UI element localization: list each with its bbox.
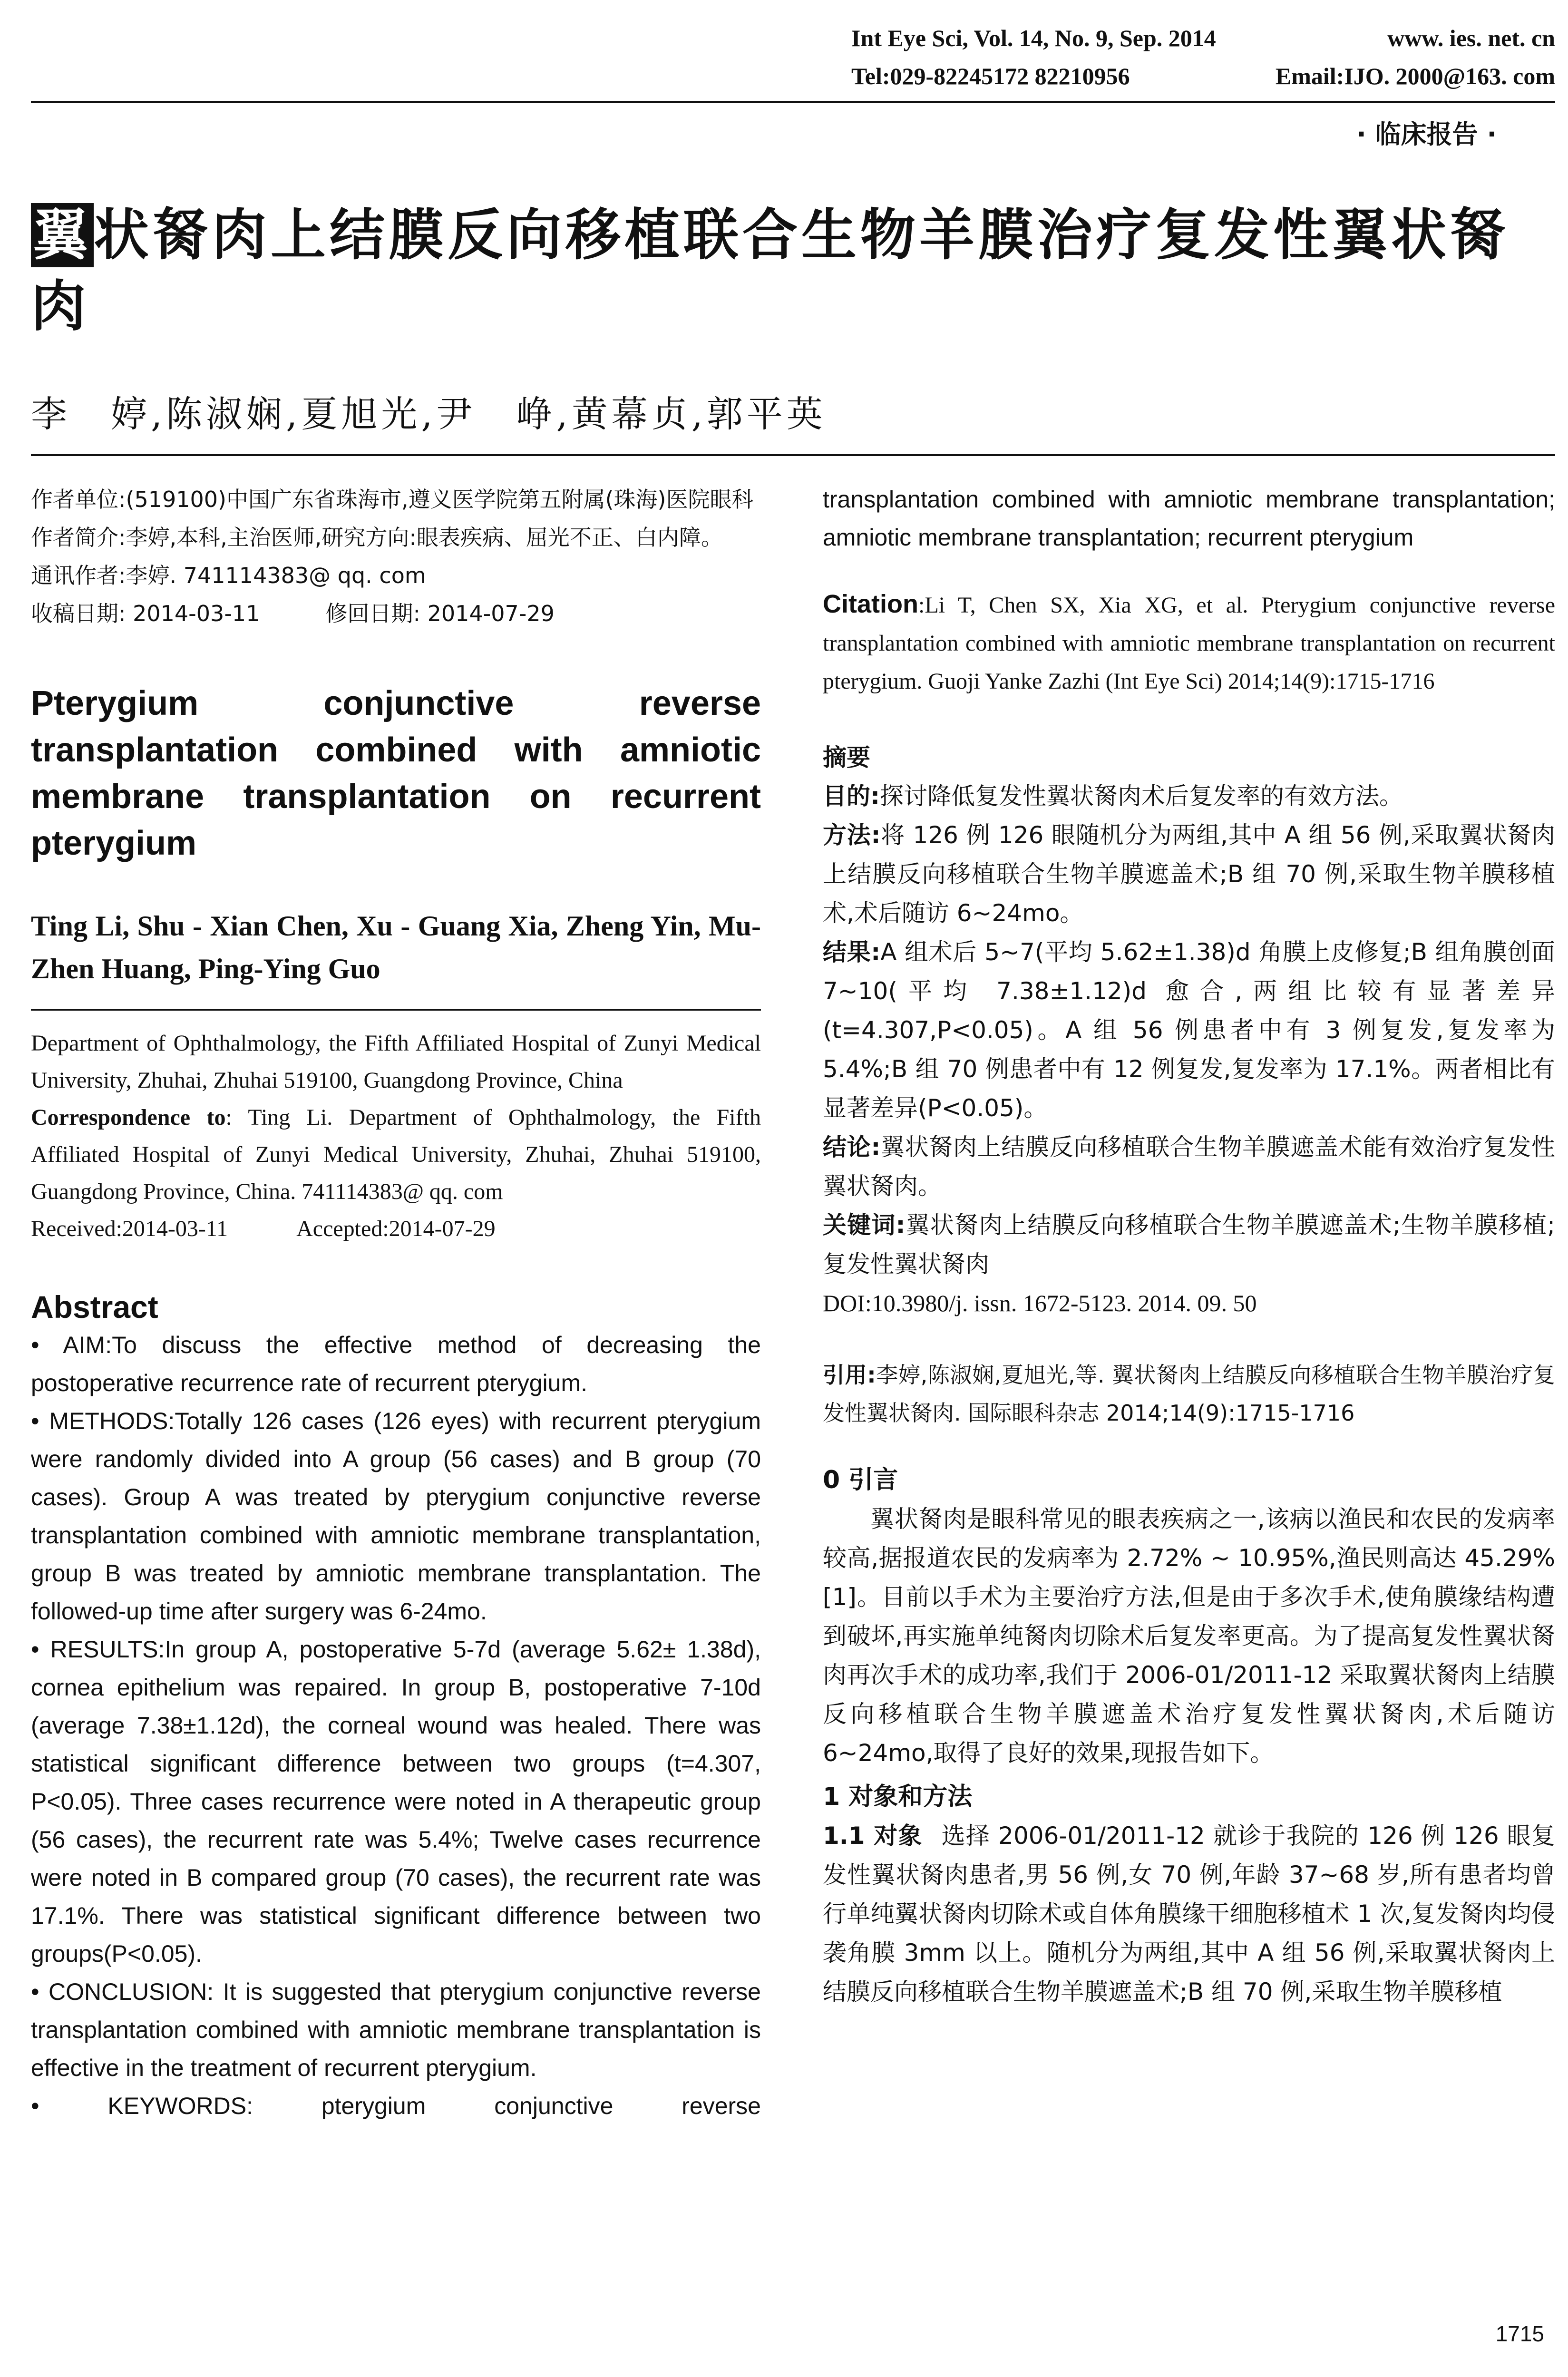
- page-number: 1715: [1495, 2321, 1544, 2346]
- abstract-cn-conclusion: [823, 1128, 1555, 1206]
- abstract-results: • RESULTS:In group A, postoperative 5-7d (average 5.62± 1.38d), cornea epithelium was repaired. In group B, postoperative 7-10d (average 7.38±1.12d), the corneal wound was healed. There was statistical significant difference between two groups (t=4.307, P<0.05). Three cases recurrence were noted in A therapeutic group (56 cases), the recurrent rate was 5.4%; Twelve cases recurrence were noted in B compared group (70 cases), the recurrent rate was 17.1%. There was statistical significant difference between two groups(P<0.05).: [31, 1636, 761, 1967]
- citation-cn: [823, 1356, 1555, 1432]
- abstract-cn-doi[interactable]: DOI:10.3980/j. issn. 1672-5123. 2014. 09. 50: [823, 1290, 1257, 1316]
- keywords-label: 关键词:: [823, 1211, 906, 1239]
- methods-label: 方法:: [823, 821, 881, 849]
- article-title: [31, 200, 1562, 342]
- intro-heading: 0 引言: [823, 1466, 898, 1494]
- title-rest: 状胬肉上结膜反向移植联合生物羊膜治疗复发性翼状胬肉: [31, 203, 1509, 339]
- abstract-cn-heading: 摘要: [823, 744, 870, 771]
- header-divider: [31, 101, 1555, 103]
- english-affiliation: [31, 1025, 761, 1247]
- abstract-aim: • AIM:To discuss the effective method of decreasing the postoperative recurrence rate of recurrent pterygium.: [31, 1332, 761, 1396]
- results-text: A 组术后 5~7(平均 5.62±1.38)d 角膜上皮修复;B 组角膜创面 7~10(平均 7.38±1.12)d 愈合,两组比较有显著差异(t=4.307,P<0.05)。A 组 56 例患者中有 3 例复发,复发率为 5.4%;B 组 70 例患者中有 12 例复发,复发率为 17.1%。两者相比有显著差异(P<0.05)。: [823, 938, 1555, 1122]
- citation: [823, 585, 1555, 701]
- abstract-conclusion: • CONCLUSION: It is suggested that pterygium conjunctive reverse transplantation combined with amniotic membrane transplantation is effective in the treatment of recurrent pterygium.: [31, 1978, 761, 2081]
- methods-paragraph: [823, 1816, 1555, 2011]
- methods-text: 选择 2006-01/2011-12 就诊于我院的 126 例 126 眼复发性翼状胬肉患者,男 56 例,女 70 例,年龄 37~68 岁,所有患者均曾行单纯翼状胬肉切除术或自体角膜缘干细胞移植术 1 次,复发胬肉均侵袭角膜 3mm 以上。随机分为两组,其中 A 组 56 例,采取翼状胬肉上结膜反向移植联合生物羊膜遮盖术;B 组 70 例,采取生物羊膜移植: [823, 1822, 1555, 2006]
- abstract-body: [31, 1326, 761, 2125]
- abstract-cn-results: [823, 933, 1555, 1128]
- title-divider: [31, 454, 1555, 456]
- authors-cn: 李 婷,陈淑娴,夏旭光,尹 峥,黄幕贞,郭平英: [31, 393, 827, 435]
- abstract-cn-aim: [823, 777, 1555, 816]
- abstract-cn-methods: [823, 816, 1555, 933]
- english-department: Department of Ophthalmology, the Fifth Affiliated Hospital of Zunyi Medical University, Zhuhai, Zhuhai 519100, Guangdong Province, China: [31, 1031, 761, 1093]
- results-label: 结果:: [823, 938, 881, 966]
- journal-tel: Tel:029-82245172 82210956: [851, 63, 1130, 89]
- journal-website[interactable]: www. ies. net. cn: [1387, 25, 1555, 51]
- affiliation-dates: 收稿日期: 2014-03-11 修回日期: 2014-07-29: [31, 601, 555, 626]
- keywords-text: 翼状胬肉上结膜反向移植联合生物羊膜遮盖术;生物羊膜移植;复发性翼状胬肉: [823, 1211, 1555, 1278]
- affiliation-correspondence: 通讯作者:李婷. 741114383@ qq. com: [31, 563, 426, 588]
- english-authors: Ting Li, Shu - Xian Chen, Xu - Guang Xia, Zheng Yin, Mu-Zhen Huang, Ping-Ying Guo: [31, 910, 761, 984]
- aim-label: 目的:: [823, 782, 880, 810]
- affiliation-cn: [31, 480, 761, 633]
- abstract-keywords: • KEYWORDS: pterygium conjunctive reverse: [31, 2093, 761, 2119]
- right-column: [823, 480, 1555, 2011]
- english-dates: Received:2014-03-11 Accepted:2014-07-29: [31, 1216, 496, 1241]
- journal-email[interactable]: Email:IJO. 2000@163. com: [1275, 63, 1555, 89]
- methods-body: [823, 1816, 1555, 2011]
- conclusion-label: 结论:: [823, 1133, 881, 1161]
- english-correspondence: [31, 1099, 761, 1210]
- journal-citation: Int Eye Sci, Vol. 14, No. 9, Sep. 2014: [851, 25, 1216, 51]
- intro-paragraph: 翼状胬肉是眼科常见的眼表疾病之一,该病以渔民和农民的发病率较高,据报道农民的发病率为 2.72% ~ 10.95%,渔民则高达 45.29%[1]。目前以手术为主要治疗方法,但是由于多次手术,使角膜缘结构遭到破坏,再实施单纯胬肉切除术后复发率更高。为了提高复发性翼状胬肉再次手术的成功率,我们于 2006-01/2011-12 采取翼状胬肉上结膜反向移植联合生物羊膜遮盖术治疗复发性翼状胬肉,术后随访 6~24mo,取得了良好的效果,现报告如下。: [823, 1505, 1555, 1767]
- abstract-heading: Abstract: [31, 1289, 158, 1325]
- abstract-cn-body: [823, 777, 1555, 1323]
- affiliation-unit: 作者单位:(519100)中国广东省珠海市,遵义医学院第五附属(珠海)医院眼科: [31, 487, 754, 512]
- title-first-char: 翼: [31, 203, 94, 267]
- abstract-cn-keywords: [823, 1206, 1555, 1284]
- intro-body: [823, 1500, 1555, 1773]
- methods-sub-label: 1.1 对象: [823, 1822, 923, 1850]
- citation-label: Citation: [823, 590, 918, 618]
- citation-text: :Li T, Chen SX, Xia XG, et al. Pterygium conjunctive reverse transplantation combined with amniotic membrane transplantation on recurrent pterygium. Guoji Yanke Zazhi (Int Eye Sci) 2014;14(9):1715-1716: [823, 593, 1555, 694]
- abstract-keywords-continued: transplantation combined with amniotic membrane transplantation; amniotic membrane transplantation; recurrent pterygium: [823, 486, 1555, 551]
- affiliation-divider: [31, 1009, 761, 1011]
- left-column: [31, 480, 761, 2125]
- citation-cn-label: 引用:: [823, 1362, 876, 1388]
- abstract-methods: • METHODS:Totally 126 cases (126 eyes) with recurrent pterygium were randomly divided into A group (56 cases) and B group (70 cases). Group A was treated by pterygium conjunctive reverse transplantation combined with amniotic membrane transplantation, group B was treated by amniotic membrane transplantation. The followed-up time after surgery was 6-24mo.: [31, 1408, 761, 1625]
- correspondence-text: : Ting Li. Department of Ophthalmology, the Fifth Affiliated Hospital of Zunyi Medical University, Zhuhai, Zhuhai 519100, Guangdong Province, China. 741114383@ qq. com: [31, 1105, 761, 1204]
- journal-header: [851, 19, 1555, 95]
- methods-text: 将 126 例 126 眼随机分为两组,其中 A 组 56 例,采取翼状胬肉上结膜反向移植联合生物羊膜遮盖术;B 组 70 例,采取生物羊膜移植术,术后随访 6~24mo。: [823, 821, 1556, 927]
- aim-text: 探讨降低复发性翼状胬肉术后复发率的有效方法。: [880, 782, 1403, 810]
- english-title: Pterygium conjunctive reverse transplantation combined with amniotic membrane transplantation on recurrent pterygium: [31, 684, 761, 862]
- correspondence-label: Correspondence to: [31, 1105, 226, 1130]
- affiliation-bio: 作者简介:李婷,本科,主治医师,研究方向:眼表疾病、屈光不正、白内障。: [31, 525, 723, 550]
- conclusion-text: 翼状胬肉上结膜反向移植联合生物羊膜遮盖术能有效治疗复发性翼状胬肉。: [823, 1133, 1556, 1200]
- citation-cn-text: 李婷,陈淑娴,夏旭光,等. 翼状胬肉上结膜反向移植联合生物羊膜治疗复发性翼状胬肉. 国际眼科杂志 2014;14(9):1715-1716: [823, 1362, 1555, 1426]
- methods-heading: 1 对象和方法: [823, 1783, 973, 1811]
- section-tag: · 临床报告 ·: [1356, 119, 1497, 149]
